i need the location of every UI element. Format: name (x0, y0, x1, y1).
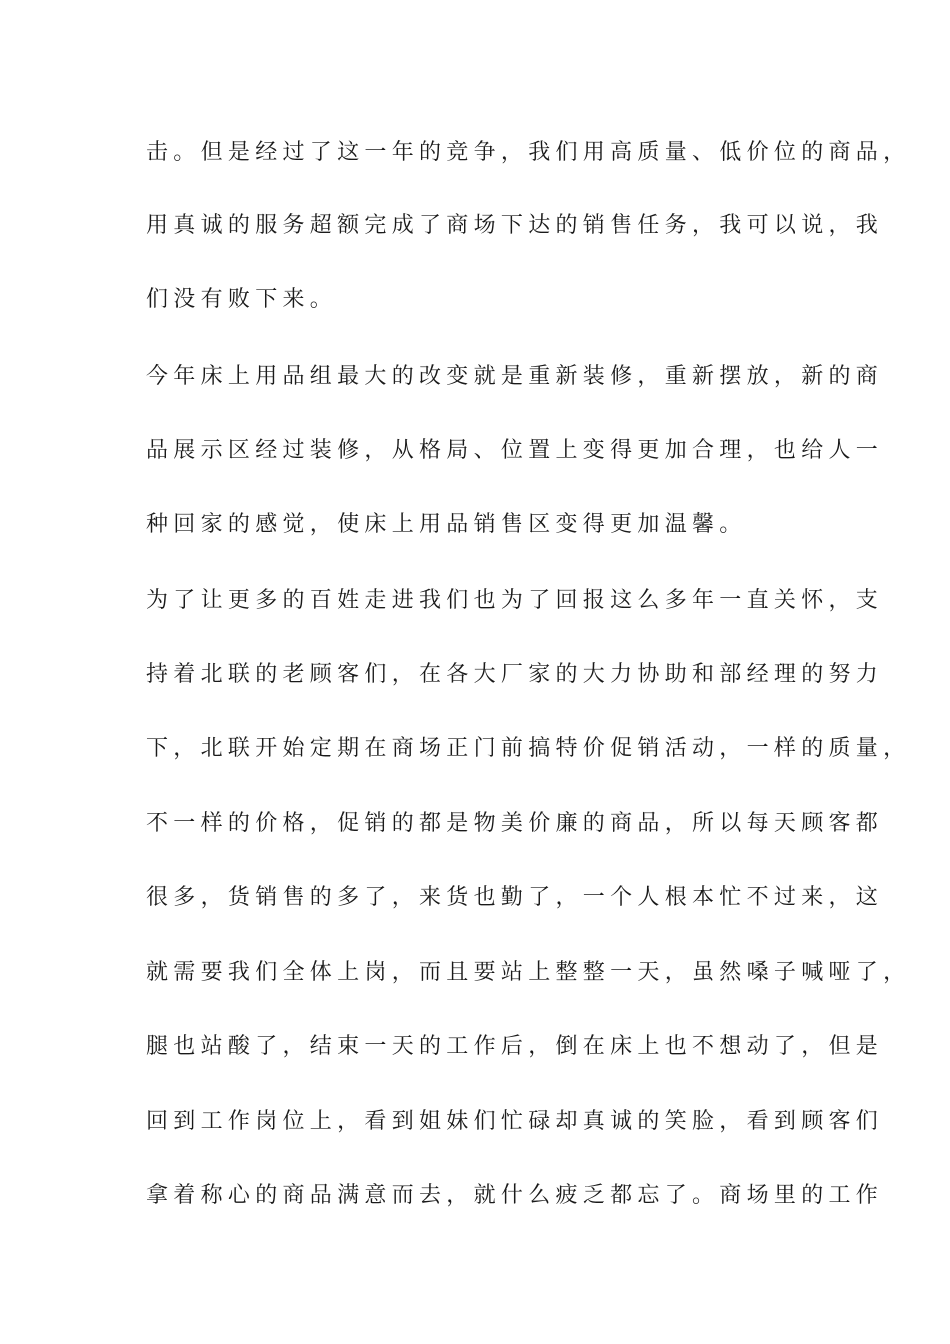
text-line: 下，北联开始定期在商场正门前搞特价促销活动，一样的质量， (146, 736, 911, 761)
text-line: 很多，货销售的多了，来货也勤了，一个人根本忙不过来，这 (146, 885, 884, 910)
text-line: 回到工作岗位上，看到姐妹们忙碌却真诚的笑脸，看到顾客们 (146, 1109, 884, 1134)
text-line: 腿也站酸了，结束一天的工作后，倒在床上也不想动了，但是 (146, 1034, 884, 1059)
text-line: 今年床上用品组最大的改变就是重新装修，重新摆放，新的商 (146, 364, 884, 389)
text-line: 为了让更多的百姓走进我们也为了回报这么多年一直关怀，支 (146, 588, 884, 613)
text-line: 持着北联的老顾客们，在各大厂家的大力协助和部经理的努力 (146, 662, 884, 687)
text-line: 品展示区经过装修，从格局、位置上变得更加合理，也给人一 (146, 438, 884, 463)
text-line: 击。但是经过了这一年的竞争，我们用高质量、低价位的商品， (146, 140, 911, 165)
text-line: 种回家的感觉，使床上用品销售区变得更加温馨。 (146, 512, 747, 537)
text-line: 就需要我们全体上岗，而且要站上整整一天，虽然嗓子喊哑了， (146, 960, 911, 985)
text-line: 用真诚的服务超额完成了商场下达的销售任务，我可以说，我 (146, 213, 884, 238)
text-line: 不一样的价格，促销的都是物美价廉的商品，所以每天顾客都 (146, 811, 884, 836)
text-line: 拿着称心的商品满意而去，就什么疲乏都忘了。商场里的工作 (146, 1183, 884, 1208)
text-line: 们没有败下来。 (146, 287, 338, 312)
